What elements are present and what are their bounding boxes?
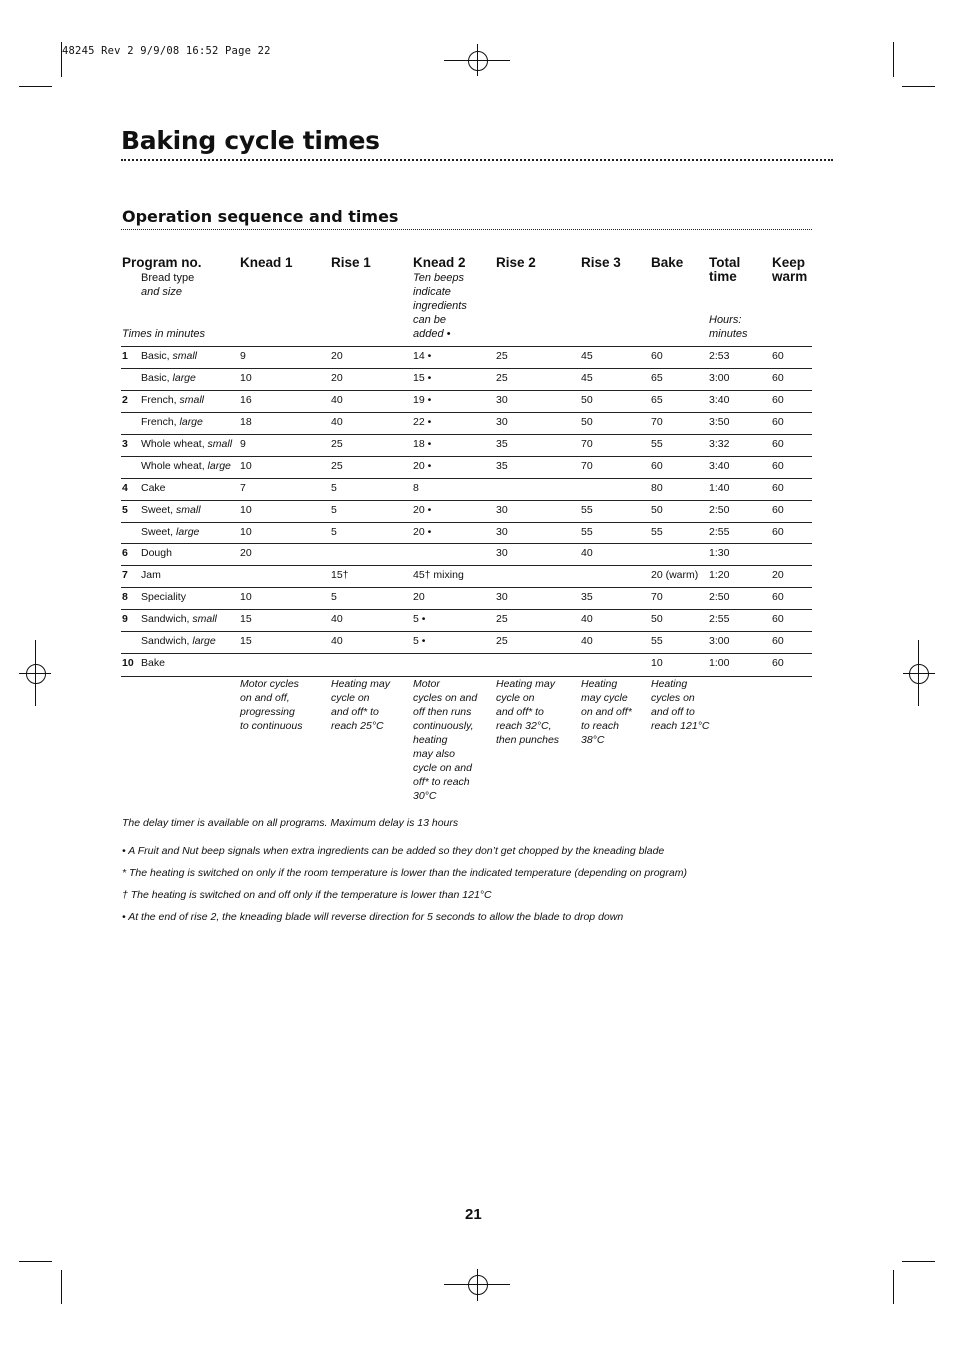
rise2-value: 25	[496, 635, 508, 647]
knead1-value: 16	[240, 394, 252, 406]
header-rise2: Rise 2	[496, 255, 536, 270]
table-row	[121, 631, 812, 654]
rise2-value: 25	[496, 350, 508, 362]
rise2-value: 30	[496, 394, 508, 406]
print-slug: 48245 Rev 2 9/9/08 16:52 Page 22	[62, 45, 271, 57]
header-keep-warm: Keep	[772, 255, 806, 270]
program-number: 8	[122, 591, 128, 603]
rise1-value: 40	[331, 635, 343, 647]
table-row	[121, 456, 812, 479]
keep-warm-value: 60	[772, 460, 784, 472]
keep-warm-value: 60	[772, 438, 784, 450]
rise2-value: 25	[496, 372, 508, 384]
bake-value: 55	[651, 635, 663, 647]
rise3-value: 70	[581, 460, 593, 472]
table-row	[121, 478, 812, 501]
bake-value: 55	[651, 526, 663, 538]
keep-warm-value: 60	[772, 613, 784, 625]
knead1-value: 10	[240, 460, 252, 472]
table-row	[121, 522, 812, 545]
page-title: Baking cycle times	[121, 126, 380, 155]
rise2-value: 30	[496, 547, 508, 559]
title-divider	[121, 159, 833, 161]
rise1-value: 25	[331, 438, 343, 450]
bake-value: 50	[651, 504, 663, 516]
knead1-value: 9	[240, 438, 246, 450]
rise1-value: 5	[331, 504, 337, 516]
bake-value: 70	[651, 591, 663, 603]
program-number: 10	[122, 657, 134, 669]
total-value: 2:50	[709, 504, 730, 516]
keep-warm-value: 60	[772, 635, 784, 647]
keep-warm-value: 60	[772, 350, 784, 362]
rise1-value: 5	[331, 526, 337, 538]
total-value: 3:32	[709, 438, 730, 450]
bread-type: Jam	[141, 569, 161, 581]
rise3-value: 45	[581, 350, 593, 362]
program-number: 3	[122, 438, 128, 450]
rise3-value: 40	[581, 635, 593, 647]
rise2-value: 25	[496, 613, 508, 625]
knead2-value: 8	[413, 482, 419, 494]
header-knead2-sub: Ten beeps	[413, 272, 464, 284]
knead2-value: 20 •	[413, 526, 432, 538]
note-rise2: Heating may cycle on and off* to reach 32°C, then punches	[496, 678, 560, 746]
footnote: * The heating is switched on only if the room temperature is lower than the indicated temperature (depending on program)	[122, 867, 687, 879]
keep-warm-value: 60	[772, 657, 784, 669]
table-row	[121, 390, 812, 413]
knead2-value: 19 •	[413, 394, 432, 406]
header-rise1: Rise 1	[331, 255, 371, 270]
bread-type: Sweet, small	[141, 504, 201, 516]
rise1-value: 5	[331, 591, 337, 603]
program-number: 4	[122, 482, 128, 494]
header-knead2-sub: ingredients	[413, 300, 467, 312]
bake-value: 70	[651, 416, 663, 428]
rise1-value: 40	[331, 613, 343, 625]
rise3-value: 70	[581, 438, 593, 450]
rise1-value: 5	[331, 482, 337, 494]
total-value: 3:40	[709, 460, 730, 472]
rise2-value: 35	[496, 438, 508, 450]
keep-warm-value: 60	[772, 591, 784, 603]
table-row	[121, 500, 812, 523]
program-number: 2	[122, 394, 128, 406]
rise3-value: 55	[581, 526, 593, 538]
bake-value: 65	[651, 394, 663, 406]
header-rise3: Rise 3	[581, 255, 621, 270]
header-knead2-sub: added •	[413, 328, 451, 340]
header-knead2: Knead 2	[413, 255, 466, 270]
keep-warm-value: 60	[772, 416, 784, 428]
rise3-value: 50	[581, 416, 593, 428]
rise2-value: 35	[496, 460, 508, 472]
knead1-value: 18	[240, 416, 252, 428]
header-total-sub: Hours:	[709, 314, 742, 326]
program-number: 5	[122, 504, 128, 516]
total-value: 3:40	[709, 394, 730, 406]
table-row	[121, 368, 812, 391]
knead2-value: 18 •	[413, 438, 432, 450]
bread-type: Whole wheat, small	[141, 438, 233, 450]
header-program-sub: and size	[141, 286, 182, 298]
knead1-value: 10	[240, 526, 252, 538]
crop-mark	[902, 1261, 935, 1262]
note-knead2: Motor cycles on and off then runs continuously, heating may also cycle on and off* to reach 30°C	[413, 678, 478, 802]
keep-warm-value: 60	[772, 372, 784, 384]
program-number: 7	[122, 569, 128, 581]
rise3-value: 40	[581, 613, 593, 625]
keep-warm-value: 60	[772, 526, 784, 538]
total-value: 1:30	[709, 547, 730, 559]
knead1-value: 9	[240, 350, 246, 362]
note-rise1: Heating may cycle on and off* to reach 25°C	[331, 678, 390, 732]
knead2-value: 14 •	[413, 350, 432, 362]
rise2-value: 30	[496, 526, 508, 538]
total-value: 3:00	[709, 372, 730, 384]
knead2-value: 5 •	[413, 635, 426, 647]
bread-type: Whole wheat, large	[141, 460, 231, 472]
rise1-value: 20	[331, 350, 343, 362]
note-rise3: Heating may cycle on and off* to reach 38°C	[581, 678, 632, 746]
total-value: 1:40	[709, 482, 730, 494]
knead1-value: 10	[240, 504, 252, 516]
bake-value: 20 (warm)	[651, 569, 699, 581]
bake-value: 50	[651, 613, 663, 625]
bread-type: Bake	[141, 657, 165, 669]
rise3-value: 50	[581, 394, 593, 406]
table-row	[121, 609, 812, 632]
program-number: 1	[122, 350, 128, 362]
keep-warm-value: 60	[772, 482, 784, 494]
header-times-in-minutes: Times in minutes	[122, 328, 206, 340]
header-knead1: Knead 1	[240, 255, 293, 270]
bake-value: 10	[651, 657, 663, 669]
bake-value: 65	[651, 372, 663, 384]
bread-type: Dough	[141, 547, 172, 559]
knead1-value: 20	[240, 547, 252, 559]
bread-type: Basic, large	[141, 372, 196, 384]
rise3-value: 45	[581, 372, 593, 384]
total-value: 3:00	[709, 635, 730, 647]
table-row	[121, 587, 812, 610]
rise1-value: 40	[331, 394, 343, 406]
knead1-value: 15	[240, 635, 252, 647]
rise3-value: 55	[581, 504, 593, 516]
knead2-value: 15 •	[413, 372, 432, 384]
crop-mark	[19, 86, 52, 87]
bake-value: 60	[651, 350, 663, 362]
footnote: • A Fruit and Nut beep signals when extra ingredients can be added so they don’t get chopped by the kneading blade	[122, 845, 665, 857]
rise3-value: 35	[581, 591, 593, 603]
knead1-value: 7	[240, 482, 246, 494]
total-value: 2:53	[709, 350, 730, 362]
table-row	[121, 412, 812, 435]
section-title: Operation sequence and times	[122, 207, 399, 226]
bread-type: Sandwich, small	[141, 613, 217, 625]
keep-warm-value: 60	[772, 504, 784, 516]
footnote: The delay timer is available on all programs. Maximum delay is 13 hours	[122, 817, 459, 829]
rise2-value: 30	[496, 416, 508, 428]
bread-type: Basic, small	[141, 350, 198, 362]
knead2-value: 20	[413, 591, 425, 603]
rise1-value: 15†	[331, 569, 349, 581]
knead2-value: 45† mixing	[413, 569, 464, 581]
rise2-value: 30	[496, 591, 508, 603]
header-bake: Bake	[651, 255, 684, 270]
crop-mark	[61, 1270, 62, 1304]
total-value: 2:55	[709, 526, 730, 538]
page-number: 21	[465, 1206, 482, 1223]
table-row	[121, 434, 812, 457]
total-value: 3:50	[709, 416, 730, 428]
bread-type: French, small	[141, 394, 205, 406]
header-total: Total	[709, 255, 741, 270]
rise1-value: 20	[331, 372, 343, 384]
total-value: 1:00	[709, 657, 730, 669]
knead1-value: 15	[240, 613, 252, 625]
knead2-value: 20 •	[413, 504, 432, 516]
knead1-value: 10	[240, 591, 252, 603]
header-total-sub: minutes	[709, 328, 748, 340]
header-keep-warm: warm	[772, 269, 808, 284]
program-number: 9	[122, 613, 128, 625]
keep-warm-value: 60	[772, 394, 784, 406]
rise1-value: 40	[331, 416, 343, 428]
knead1-value: 10	[240, 372, 252, 384]
header-knead2-sub: can be	[413, 314, 447, 326]
bread-type: French, large	[141, 416, 203, 428]
footnote: † The heating is switched on and off only if the temperature is lower than 121°C	[122, 889, 492, 901]
total-value: 1:20	[709, 569, 730, 581]
table-row	[121, 653, 812, 677]
footnote: • At the end of rise 2, the kneading blade will reverse direction for 5 seconds to allow the blade to drop down	[122, 911, 624, 923]
crop-mark	[19, 1261, 52, 1262]
bread-type: Cake	[141, 482, 166, 494]
table-row	[121, 346, 812, 369]
bake-value: 60	[651, 460, 663, 472]
keep-warm-value: 20	[772, 569, 784, 581]
crop-mark	[902, 86, 935, 87]
header-program-sub: Bread type	[141, 272, 195, 284]
section-divider	[121, 229, 812, 230]
note-knead1: Motor cycles on and off, progressing to continuous	[240, 678, 303, 732]
program-number: 6	[122, 547, 128, 559]
header-knead2-sub: indicate	[413, 286, 451, 298]
total-value: 2:55	[709, 613, 730, 625]
bread-type: Sweet, large	[141, 526, 200, 538]
rise2-value: 30	[496, 504, 508, 516]
rise1-value: 25	[331, 460, 343, 472]
knead2-value: 22 •	[413, 416, 432, 428]
header-program: Program no.	[122, 255, 202, 270]
knead2-value: 5 •	[413, 613, 426, 625]
knead2-value: 20 •	[413, 460, 432, 472]
table-row	[121, 543, 812, 566]
bread-type: Sandwich, large	[141, 635, 216, 647]
bake-value: 55	[651, 438, 663, 450]
rise3-value: 40	[581, 547, 593, 559]
bake-value: 80	[651, 482, 663, 494]
bread-type: Speciality	[141, 591, 186, 603]
crop-mark	[893, 1270, 894, 1304]
note-bake: Heating cycles on and off to reach 121°C	[651, 678, 710, 732]
table-row	[121, 565, 812, 588]
crop-mark	[893, 42, 894, 77]
header-total: time	[709, 269, 737, 284]
total-value: 2:50	[709, 591, 730, 603]
crop-mark	[61, 42, 62, 77]
